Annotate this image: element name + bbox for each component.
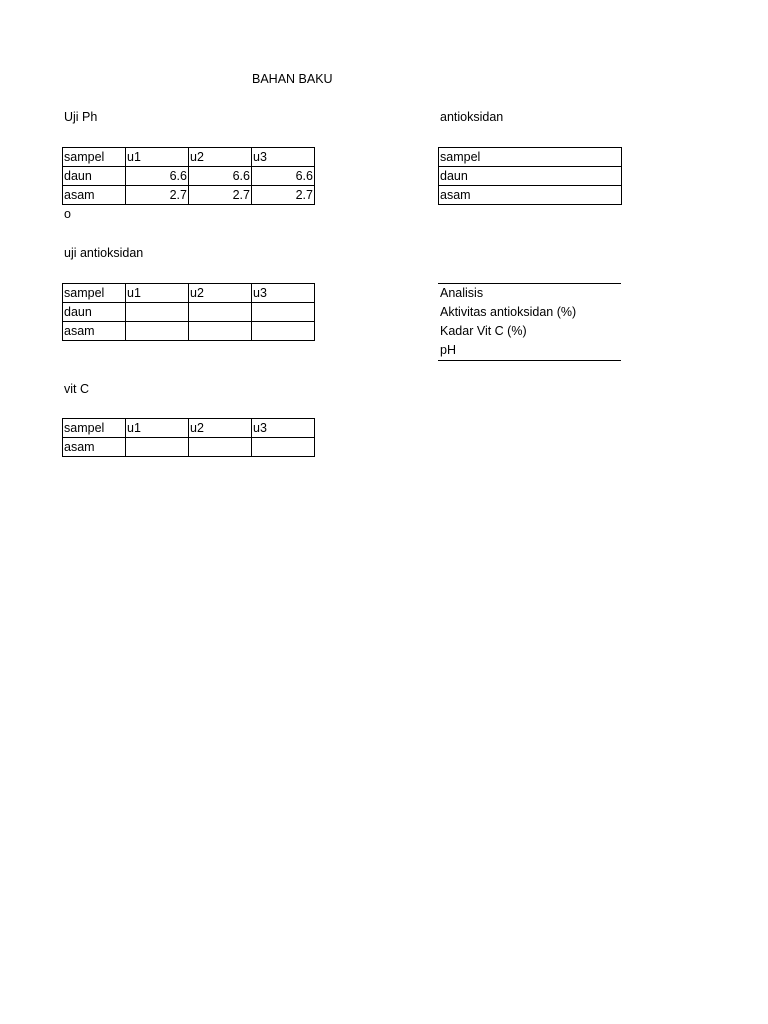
table-cell: daun [439,167,622,186]
page-title: BAHAN BAKU [252,72,333,86]
table-cell: 6.6 [126,167,189,186]
antioksidan-heading: antioksidan [440,110,504,124]
table-cell: 6.6 [252,167,315,186]
table-cell: 6.6 [189,167,252,186]
table-header-row [63,284,315,303]
table-row [63,186,315,205]
table-cell [189,303,252,322]
table-cell [189,438,252,457]
header-cell: u1 [126,419,189,438]
uji-antioksidan-table [62,283,315,341]
analisis-table [438,283,621,361]
table-cell: asam [439,186,622,205]
table-cell: 2.7 [189,186,252,205]
uji-ph-note: o [64,207,71,221]
header-cell: sampel [63,284,126,303]
table-row [63,303,315,322]
table-row [438,303,621,322]
header-cell: u2 [189,284,252,303]
table-cell: pH [438,341,621,361]
header-cell: u1 [126,148,189,167]
uji-ph-table [62,147,315,205]
header-cell: u3 [252,284,315,303]
table-row [438,341,621,361]
table-row [63,322,315,341]
table-cell: 2.7 [252,186,315,205]
header-cell: u3 [252,148,315,167]
table-header-row [63,419,315,438]
table-cell [252,322,315,341]
table-cell: daun [63,167,126,186]
table-cell [126,303,189,322]
table-cell: sampel [439,148,622,167]
table-row [439,186,622,205]
header-cell: u1 [126,284,189,303]
header-cell: sampel [63,148,126,167]
table-row [438,284,621,304]
table-cell: 2.7 [126,186,189,205]
table-row [439,148,622,167]
table-cell: asam [63,322,126,341]
header-cell: u2 [189,419,252,438]
header-cell: sampel [63,419,126,438]
table-cell: Kadar Vit C (%) [440,324,527,338]
table-row [63,167,315,186]
table-cell: daun [63,303,126,322]
table-cell [189,322,252,341]
table-cell [126,438,189,457]
antioksidan-table [438,147,622,205]
uji-ph-heading: Uji Ph [64,110,98,124]
table-cell: Analisis [438,284,621,304]
vit-c-table [62,418,315,457]
header-cell: u2 [189,148,252,167]
table-row [438,322,621,341]
table-row [439,167,622,186]
table-cell: asam [63,186,126,205]
table-cell [126,322,189,341]
table-row [63,438,315,457]
table-cell [252,303,315,322]
table-header-row [63,148,315,167]
table-cell: asam [63,438,126,457]
table-cell: Aktivitas antioksidan (%) [440,305,577,319]
table-cell [252,438,315,457]
header-cell: u3 [252,419,315,438]
uji-antioksidan-heading: uji antioksidan [64,246,144,260]
vit-c-heading: vit C [64,382,89,396]
